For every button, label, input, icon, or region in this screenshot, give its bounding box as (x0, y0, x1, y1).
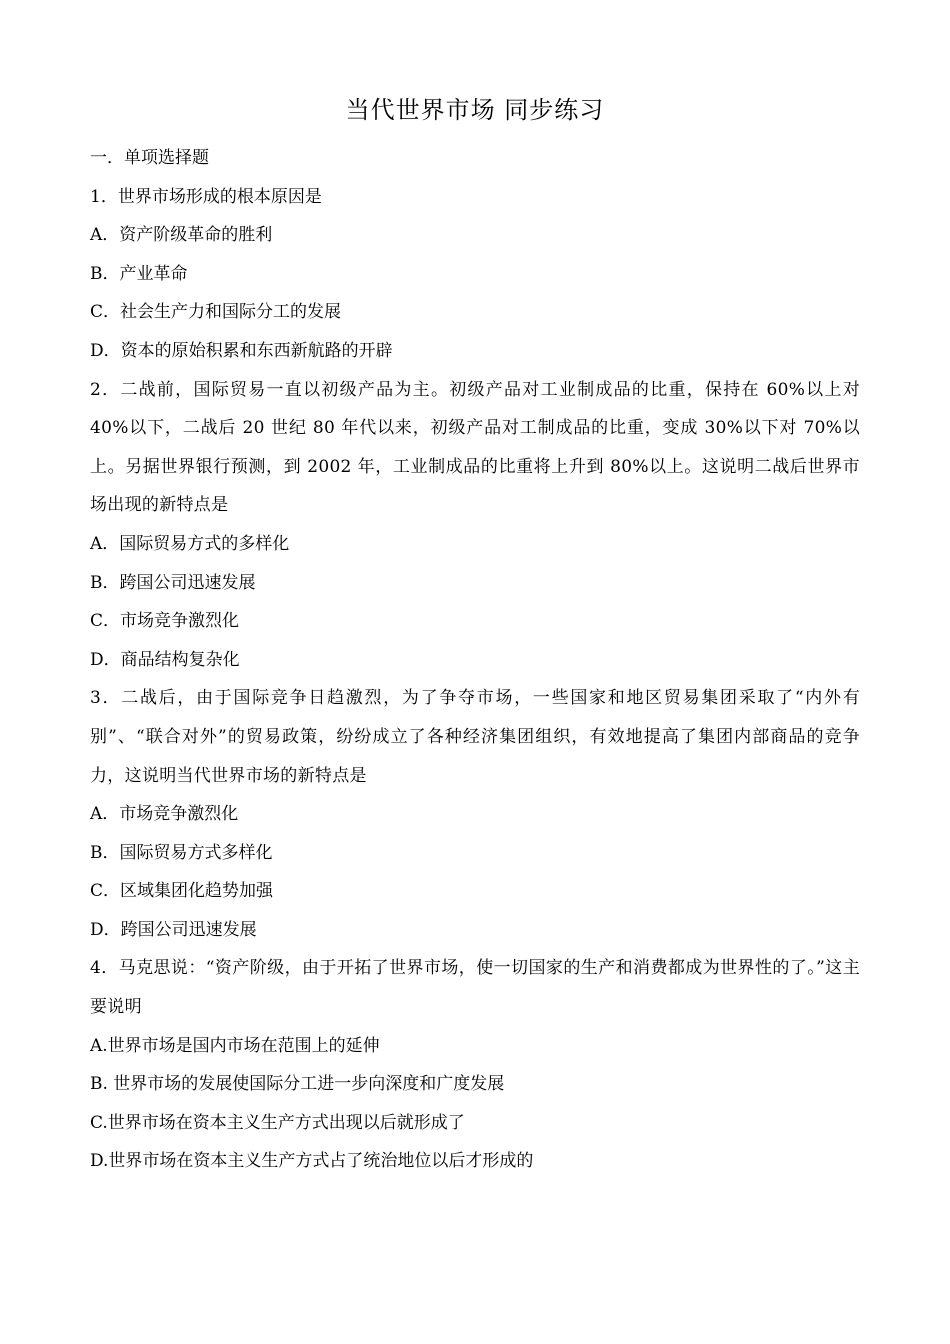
question-4-option-d: D.世界市场在资本主义生产方式占了统治地位以后才形成的 (90, 1151, 534, 1172)
question-1-option-a: A．资产阶级革命的胜利 (90, 225, 273, 246)
question-4-option-b: B. 世界市场的发展使国际分工进一步向深度和广度发展 (90, 1074, 505, 1095)
question-3-option-c: C．区域集团化趋势加强 (90, 881, 274, 902)
document-body (90, 139, 860, 1181)
question-3-option-d: D．跨国公司迅速发展 (90, 919, 257, 940)
question-1-stem: 1．世界市场形成的根本原因是 (90, 186, 322, 207)
question-1-option-b: B．产业革命 (90, 263, 188, 284)
document-title: 当代世界市场 同步练习 (345, 96, 605, 124)
question-3-option-a: A．市场竞争激烈化 (90, 804, 239, 825)
question-2-option-a: A．国际贸易方式的多样化 (90, 533, 290, 554)
question-2-option-b: B．跨国公司迅速发展 (90, 572, 256, 593)
question-1-option-c: C．社会生产力和国际分工的发展 (90, 302, 342, 323)
question-1-option-d: D．资本的原始积累和东西新航路的开辟 (90, 340, 393, 361)
question-2-option-c: C．市场竞争激烈化 (90, 611, 240, 632)
question-3-stem: 3．二战后，由于国际竞争日趋激烈，为了争夺市场，一些国家和地区贸易集团采取了“内外有别”、“联合对外”的贸易政策，纷纷成立了各种经济集团组织，有效地提高了集团内部商品的竞争力，这说明当代世界市场的新特点是 (90, 688, 860, 786)
question-3-option-b: B．国际贸易方式多样化 (90, 842, 273, 863)
question-2-stem: 2．二战前，国际贸易一直以初级产品为主。初级产品对工业制成品的比重，保持在 60%以上对 40%以下，二战后 20 世纪 80 年代以来，初级产品对工制成品的比重，变成 30%以下对 70%以上。另据世界银行预测，到 2002 年，工业制成品的比重将上升到 80%以上。这说明二战后世界市场出现的新特点是 (90, 379, 860, 516)
question-4-option-a: A.世界市场是国内市场在范围上的延伸 (90, 1035, 380, 1056)
question-2-option-d: D．商品结构复杂化 (90, 649, 240, 670)
section-heading: 一．单项选择题 (90, 148, 209, 168)
question-4-option-c: C.世界市场在资本主义生产方式出现以后就形成了 (90, 1112, 465, 1133)
question-4-stem: 4．马克思说：“资产阶级，由于开拓了世界市场，使一切国家的生产和消费都成为世界性的了。”这主要说明 (90, 958, 860, 1018)
